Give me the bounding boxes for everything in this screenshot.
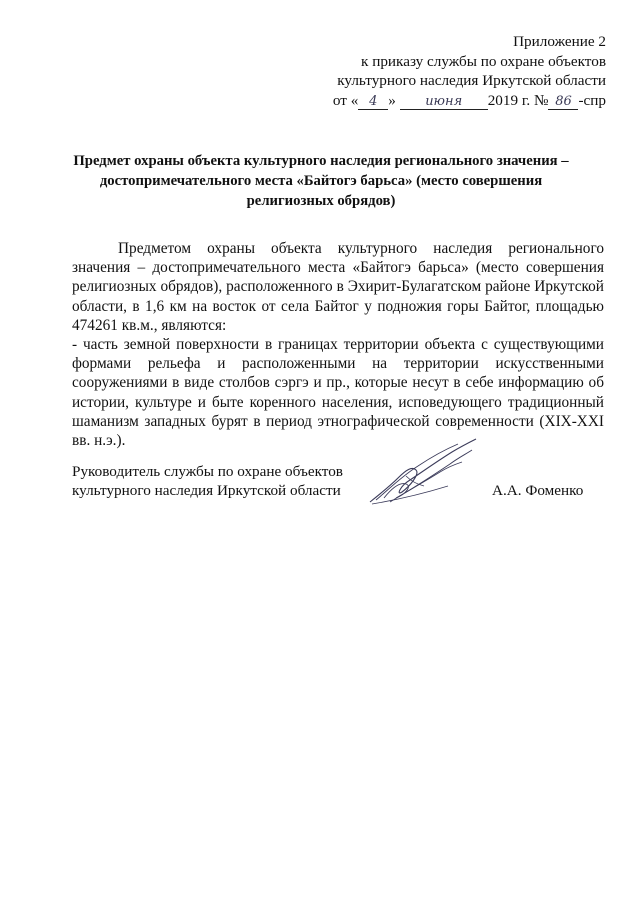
date-year: 2019 г. №	[487, 91, 549, 109]
document-body	[72, 239, 604, 450]
body-paragraph-intro: Предметом охраны объекта культурного наследия регионального значения – достопримечательного места «Байтогэ барьса» (место совершения религиозных обрядов), расположенного в Эхирит-Булагатском районе Иркутской области, в 1,6 км на восток от села Байтог у подножия горы Байтог, площадью 474261 кв.м., являются:	[72, 240, 604, 334]
order-authority: культурного наследия Иркутской области	[337, 72, 606, 89]
appendix-header	[246, 32, 606, 110]
handwritten-order-number: 86	[548, 95, 578, 110]
signer-position-line1: Руководитель службы по охране объектов	[72, 463, 343, 480]
date-prefix: от «	[332, 91, 359, 109]
document-title: Предмет охраны объекта культурного наследия регионального значения – достопримечательного места «Байтогэ барьса» (место совершения религиозных обрядов)	[73, 153, 569, 209]
signer-position	[72, 462, 343, 500]
signer-name: А.А. Фоменко	[492, 482, 584, 499]
date-quote-close: »	[388, 91, 396, 109]
body-paragraph-list-item: - часть земной поверхности в границах территории объекта с существующими формами рельефа и расположенными на территории искусственными сооружениями в виде столбов сэргэ и пр., которые несут в себе информацию об истории, культуре и быте коренного населения, исповедующего традиционный шаманизм западных бурят в период этнографической современности (XIX-XXI вв. н.э.).	[72, 336, 604, 450]
handwritten-signature-icon	[366, 436, 478, 508]
order-suffix: -спр	[578, 91, 606, 109]
handwritten-day: 4	[358, 95, 388, 110]
appendix-number: Приложение 2	[513, 33, 606, 50]
order-reference: к приказу службы по охране объектов	[361, 52, 606, 70]
handwritten-month: июня	[400, 95, 488, 110]
signer-position-line2: культурного наследия Иркутской области	[72, 482, 341, 499]
order-date-line	[246, 91, 606, 111]
